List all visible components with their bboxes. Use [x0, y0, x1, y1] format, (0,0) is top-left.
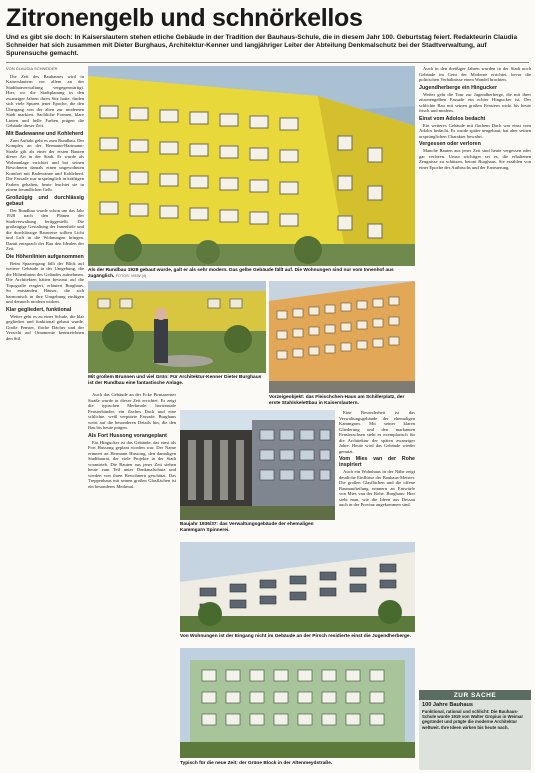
info-box-tag: ZUR SACHE	[419, 691, 531, 700]
header-rule	[6, 62, 529, 63]
info-box-title: 100 Jahre Bauhaus	[422, 702, 473, 708]
subheading: Einst vom Adolos bedacht	[419, 115, 486, 122]
headline: Zitronengelb und schnörkellos	[6, 4, 363, 32]
caption-main: Als der Rundbau 1928 gebaut wurde, galt er als sehr modern. Das gelbe Gebäude fällt auf. Die Wohnungen sind nur vom Innenhof aus zugänglich. FOTOS: VIEW (4)	[88, 268, 394, 279]
subheading: Klar gegliedert, funktional	[6, 306, 72, 313]
article-column-1	[6, 66, 84, 768]
subheading: Mit Badewanne und Kohleherd	[6, 130, 84, 137]
paragraph: Manche Bauten aus jener Zeit sind heute vergessen oder gar verloren. Umso wichtiger sei es, die erhaltenen Zeugnisse zu schützen, betont Burghaus. Sie erzählen von einer Epoche des Aufbruchs und der Erneuerung.	[419, 148, 531, 170]
photo-burghaus	[88, 281, 266, 373]
subheading: Als Fort Hussong vorangeplant	[88, 432, 167, 439]
subheading: Die Höhenlinien aufgenommen	[6, 253, 84, 260]
paragraph: Die Zeit des Bauhauses wird in Kaiserslautern vor allem an der Stadtbauverwaltung vergegenwärtigt. Hier, wo die Stadtplanung in den zwanziger Jahren ihren Sitz hatte, finden sich viele Spuren jener Epoche, die den Übergang von der alten zur modernen Stadt markiert. Sachliche Formen, klare Linien und helle Farben prägen die Gebäude dieser Zeit.	[6, 73, 84, 128]
caption-fleischchen-haus: Vorzeigeobjekt: das Fleischchen-Haus am Schillerplatz, der erste Stahlskelettbau in Kaiserslautern.	[269, 395, 405, 406]
paragraph: Auch das Gebäude an der Ecke Pirmasenser Straße wurde in dieser Zeit errichtet. Es zeigt die typischen Merkmale: horizontale Fensterbänder, ein flaches Dach und eine schlichte, weiß verputzte Fassade. Burghaus weist auf die besonderen Details hin, die den Bau bis heute prägen.	[88, 392, 176, 430]
paragraph: Auch ein Wohnhaus in der Nähe zeigt deutliche Einflüsse der Bauhaus-Meister. Die großen Glasflächen und die offene Raumaufteilung erinnern an Entwürfe von Mies van der Rohe. Burghaus: Hier sieht man, wie die Ideen aus Dessau auch in der Provinz angekommen sind.	[339, 469, 415, 507]
subheading: Großzügig und durchlässig gebaut	[6, 194, 84, 207]
caption-burghaus: Mit großem Brunnen und viel Grün: Für Architektur-Kenner Dieter Burghaus ist der Rundbau eine fantastische Anlage.	[88, 375, 262, 386]
paragraph: Der Rundbau wurde schon um das Jahr 1928 nach den Plänen der Stadtverwaltung fertiggestellt. Die großzügige Gestaltung der Innenhöfe und die durchlässige Bauweise sollten Licht und Luft in die Wohnungen bringen. Damit entsprach der Bau den Idealen der Zeit.	[6, 207, 84, 251]
subheading: Jugendherberge ein Hingucker	[419, 84, 497, 91]
photo-jugendherberge	[180, 542, 415, 632]
subheading: Vom Mies van der Rohe inspiriert	[339, 456, 415, 468]
paragraph: Zum Auftakt geht es zum Rundbau. Der Komplex an der Hermann-Hartmann-Straße gilt als einer der ersten Bauten dieser Art in der Stadt. Er wurde als Wohnanlage errichtet und bot seinen Bewohnern damals einen ungewohnten Komfort mit Badewanne und Kohleherd. Die Fassade war ursprünglich in kräftigen Farben gehalten, heute leuchtet sie in einem freundlichen Gelb.	[6, 137, 84, 192]
subheading: Vergessen oder verloren	[419, 141, 481, 147]
photo-credit: FOTOS: VIEW (4)	[115, 273, 147, 278]
paragraph: Beim Spaziergang fällt der Blick auf weitere Gebäude in der Umgebung, die die Höhenlinien des Geländes aufnehmen. Die Architekten hätten bewusst auf die Topografie reagiert, erläutert Burghaus. So entstanden Häuser, die sich harmonisch in ihre Umgebung einfügen und dennoch modern wirken.	[6, 260, 84, 304]
article-column-3	[339, 410, 415, 538]
caption-kammgarn: Baujahr 1936/37: das Verwaltungsgebäude der ehemaligen Kammgarn Spinnerei.	[180, 522, 314, 533]
photo-fleischchen-haus	[269, 281, 415, 393]
photo-rundbau	[88, 66, 415, 266]
paragraph: Weiter geht es zu einer Schule, die klar gegliedert und funktional gebaut wurde. Große Fenster, flache Dächer und der Verzicht auf Ornamente kennzeichnen den Stil.	[6, 313, 84, 341]
byline: VON CLAUDIA SCHNEIDER	[6, 66, 58, 71]
article-column-2	[88, 392, 176, 768]
photo-gruener-block	[180, 648, 415, 758]
paragraph: Ein Hingucker ist das Gebäude, das einst als Fort Hussong geplant worden war. Der Name erinnert an Hermann Hussong, den damaligen Stadtbaurat, der viele Projekte in der Stadt vorantrieb. Die Bauten aus jener Zeit stehen heute zum Teil unter Denkmalschutz und werden von ihren Bewohnern geschätzt. Das Treppenhaus mit seinen großen Glasflächen ist ein besonderes Merkmal.	[88, 439, 176, 489]
article-column-4	[419, 66, 531, 686]
paragraph: Ein weiteres Gebäude mit flachem Dach war einst vom Adolos bedacht. Es wurde später umgebaut, hat aber seinen ursprünglichen Charakter bewahrt.	[419, 122, 531, 139]
paragraph: Eine Besonderheit ist das Verwaltungsgebäude der ehemaligen Kammgarn. Mit seiner klaren Gliederung und den markanten Fensterachsen steht es exemplarisch für die Architektur der späten zwanziger Jahre. Heute wird das Gebäude wieder genutzt.	[339, 410, 415, 454]
info-box-text: Funktional, rational und schlicht: Die Bauhaus-Schule wurde 1919 von Walter Gropius in Weimar gegründet und prägte die moderne Architektur weltweit. Ihre Ideen wirken bis heute nach.	[422, 709, 524, 730]
photo-kammgarn	[180, 410, 335, 520]
caption-jugendherberge: Von Wohnungen ist der Eingang nicht im Gebäude an der Pirsch residierte einst die Jugendherberge.	[180, 634, 411, 639]
caption-gruener-block: Typisch für die neue Zeit: der Grüne Block in der Altenmeydstraße.	[180, 761, 333, 766]
paragraph: Weiter geht die Tour zur Jugendherberge, die mit ihrer zitronengelben Fassade ein echter Hingucker ist. Der schlichte Bau mit seinen großen Fenstern wirkt bis heute frisch und modern.	[419, 91, 531, 113]
lede: Und es gibt sie doch: In Kaiserslautern stehen etliche Gebäude in der Tradition der Bauhaus-Schule, die in diesem Jahr 100. Geburtstag feiert. Redakteurin Claudia Schneider hat sich zusammen mit Dieter Burghaus, Architektur-Kenner und langjähriger Leiter der Abteilung Denkmalschutz bei der Stadtverwaltung, auf Spurensuche gemacht.	[6, 34, 518, 58]
info-box	[419, 690, 531, 770]
paragraph: Auch in den dreißiger Jahren wurden in der Stadt noch Gebäude im Geist der Moderne errichtet, bevor die politischen Verhältnisse einen Wandel brachten.	[419, 66, 531, 82]
